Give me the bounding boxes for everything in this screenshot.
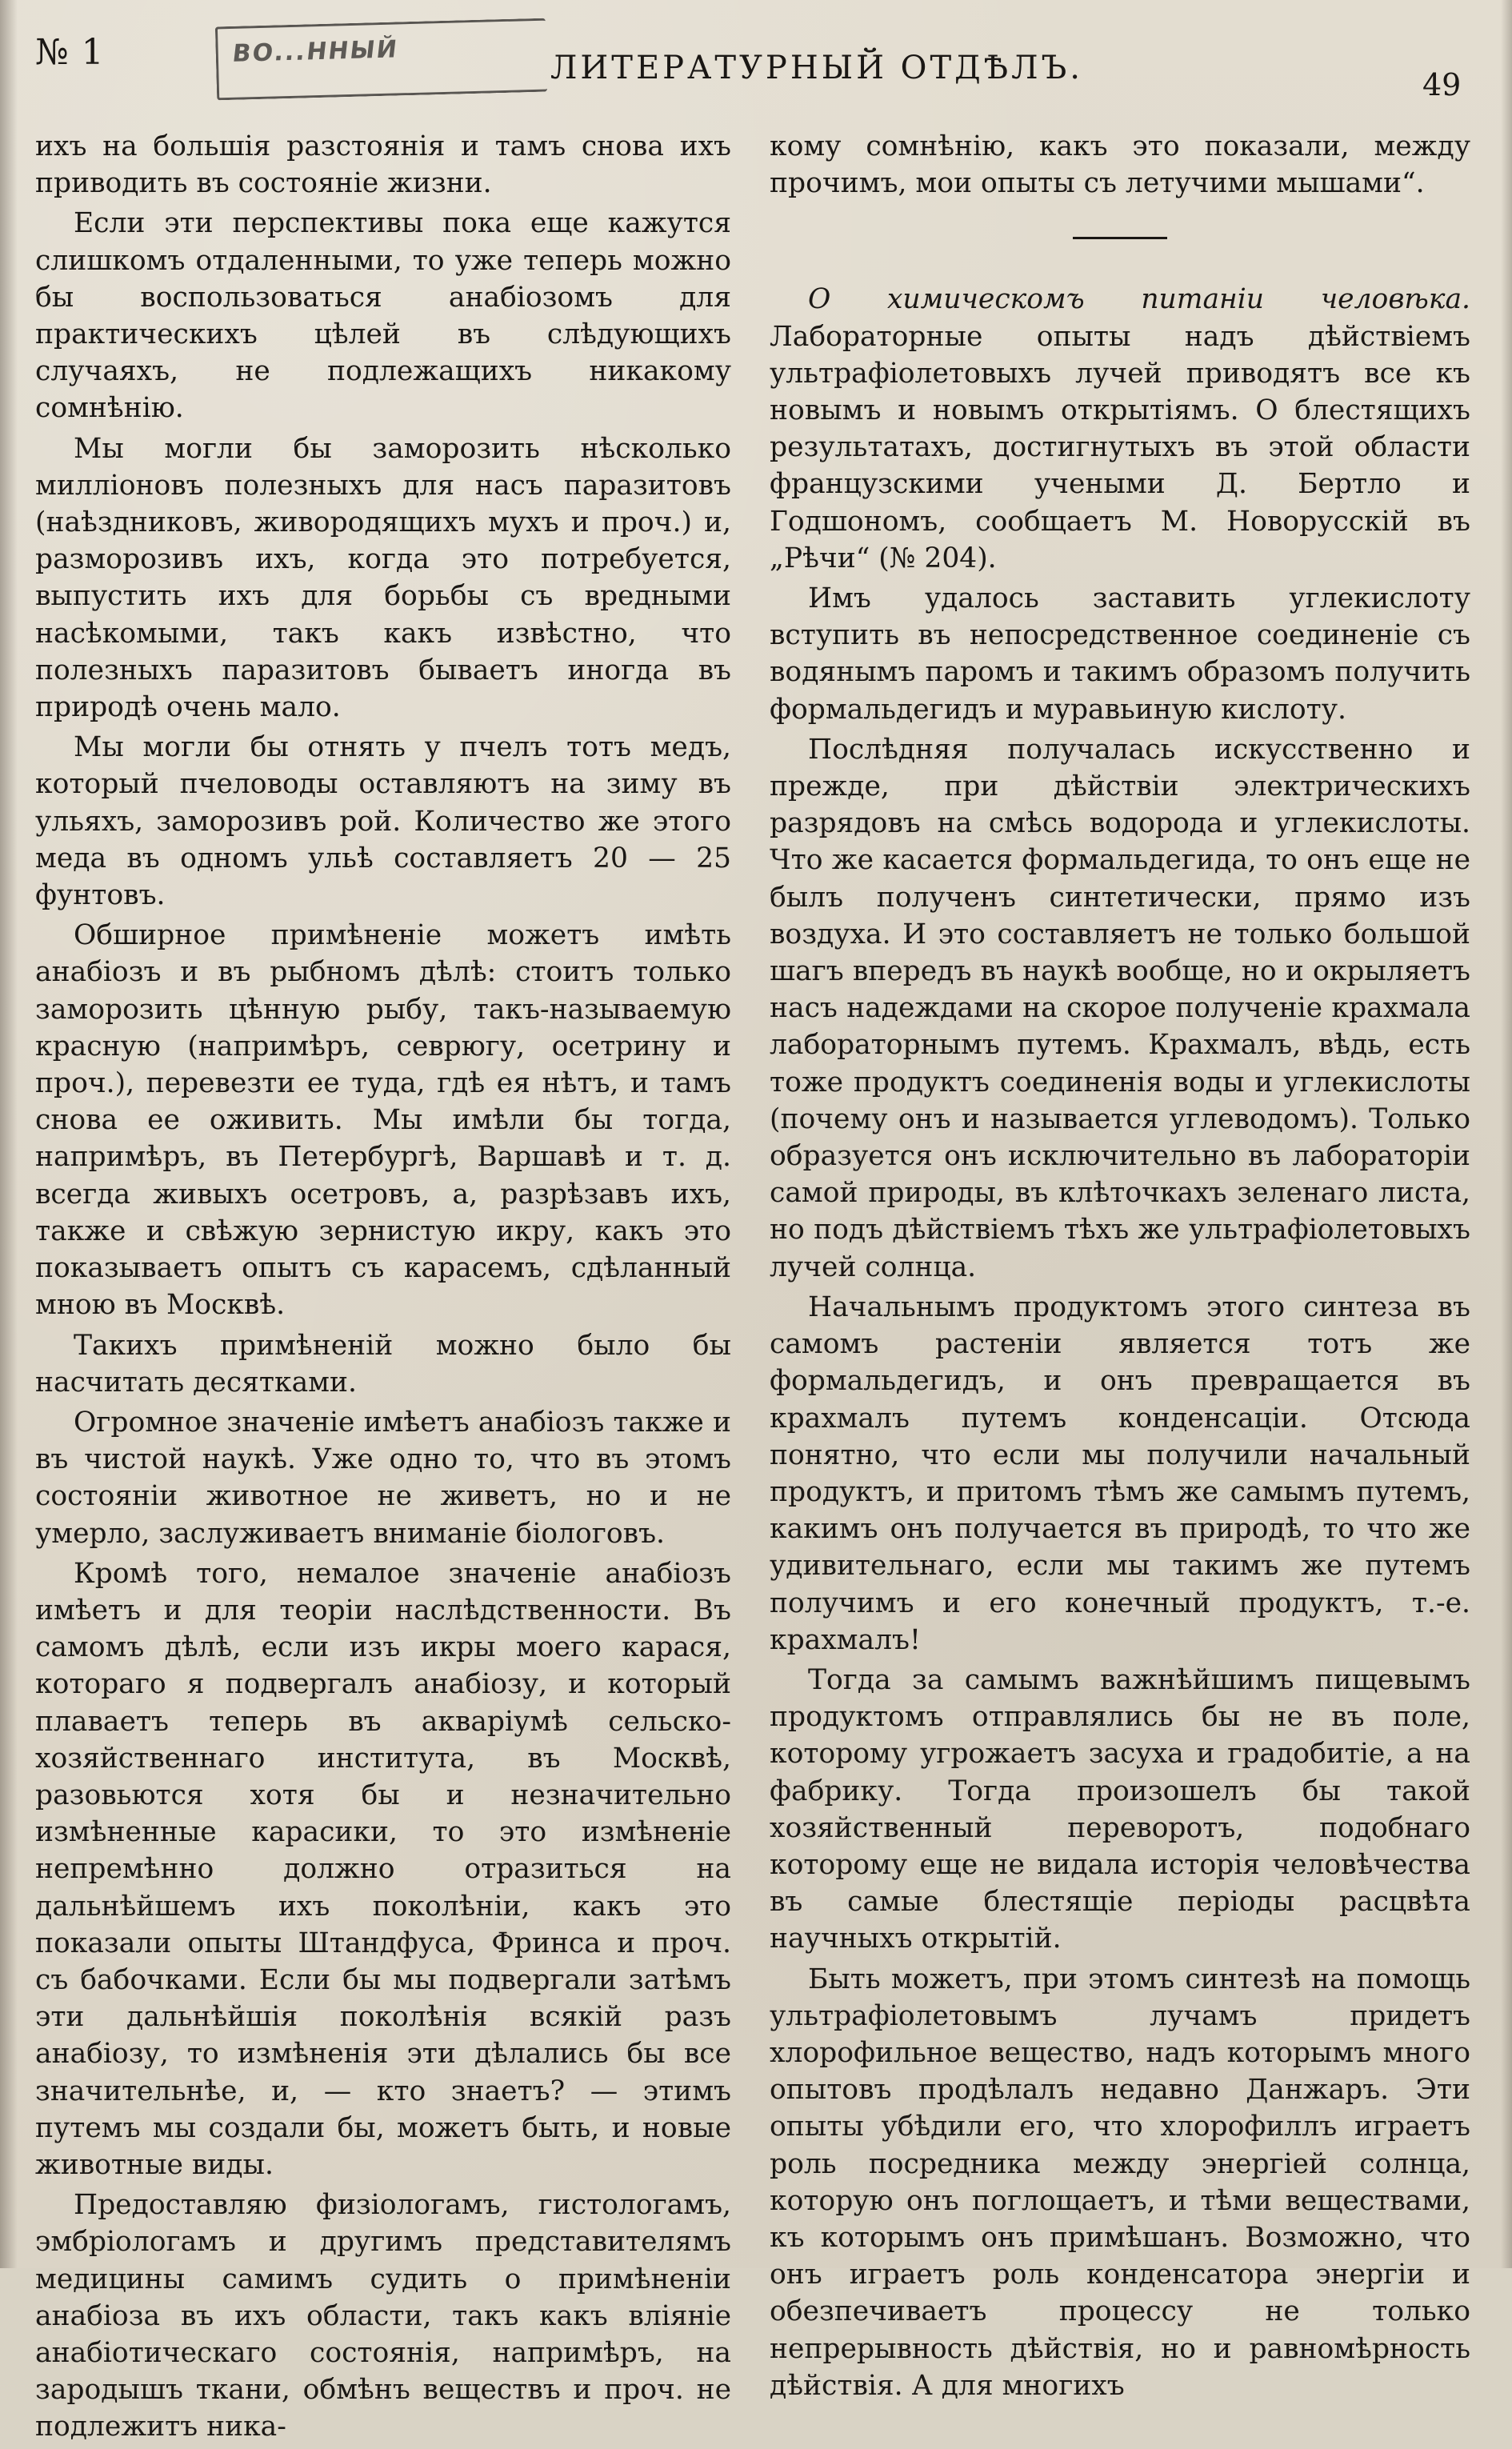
- paragraph-continuation: кому сомнѣнію, какъ это показали, между прочимъ, мои опыты съ летучими мышами“.: [770, 130, 1470, 200]
- paragraph: Имъ удалось заставить углекислоту вступить въ непосредственное соединеніе съ водянымъ паромъ и такимъ образомъ получить формальдегидъ и муравьиную кислоту.: [770, 582, 1470, 726]
- issue-number: № 1: [35, 32, 105, 73]
- paragraph: ихъ на большія разстоянія и тамъ снова ихъ приводить въ состояніе жизни.: [35, 130, 731, 200]
- article-lead-text: Лабораторные опыты надъ дѣйствіемъ ультрафіолетовыхъ лучей приводятъ все къ новымъ и новымъ открытіямъ. О блестящихъ результатахъ, достигнутыхъ въ этой области французскими учеными Д. Бертло и Годшономъ, сообщаетъ М. Новорусскій въ „Рѣчи“ (№ 204).: [770, 320, 1470, 574]
- paragraph: Тогда за самымъ важнѣйшимъ пищевымъ продуктомъ отправлялись бы не въ поле, которому угрожаетъ засуха и градобитіе, а на фабрику. Тогда произошелъ бы такой хозяйственный переворотъ, подобнаго которому еще не видала исторія человѣчества въ самые блестящіе періоды расцвѣта научныхъ открытій.: [770, 1663, 1470, 1955]
- right-column: [770, 128, 1470, 2407]
- paragraph: Мы могли бы отнять у пчелъ тотъ медъ, который пчеловоды оставляютъ на зиму въ ульяхъ, заморозивъ рой. Количество же этого меда въ одномъ ульѣ составляетъ 20 — 25 фунтовъ.: [35, 731, 731, 912]
- page-edge-shadow-right: [1501, 0, 1512, 2268]
- paragraph: Такихъ примѣненій можно было бы насчитать десятками.: [35, 1329, 731, 1399]
- section-divider: [1073, 237, 1167, 239]
- article-lead-paragraph: [770, 281, 1470, 577]
- paragraph: Мы могли бы заморозить нѣсколько милліоновъ полезныхъ для насъ паразитовъ (наѣздниковъ, живородящихъ мухъ и проч.) и, разморозивъ ихъ, когда это потребуется, выпустить ихъ для борьбы съ вредными насѣкомыми, такъ какъ извѣстно, что полезныхъ паразитовъ бываетъ иногда въ природѣ очень мало.: [35, 432, 731, 724]
- library-stamp: [215, 18, 547, 101]
- paragraph: Предоставляю физіологамъ, гистологамъ, эмбріологамъ и другимъ представителямъ медицины самимъ судить о примѣненіи анабіоза въ ихъ области, такъ какъ вліяніе анабіотическаго состоянія, напримѣръ, на зародышъ ткани, обмѣнъ веществъ и проч. не подлежитъ ника-: [35, 2189, 731, 2443]
- paragraph: Обширное примѣненіе можетъ имѣть анабіозъ и въ рыбномъ дѣлѣ: стоитъ только заморозить цѣнную рыбу, такъ-называемую красную (напримѣръ, севрюгу, осетрину и проч.), перевезти ее туда, гдѣ ея нѣтъ, и тамъ снова ее оживить. Мы имѣли бы тогда, напримѣръ, въ Петербургѣ, Варшавѣ и т. д. всегда живыхъ осетровъ, а, разрѣзавъ ихъ, также и свѣжую зернистую икру, какъ это показываетъ опытъ съ карасемъ, сдѣланный мною въ Москвѣ.: [35, 919, 731, 1322]
- page-header: [0, 0, 1512, 120]
- section-title: ЛИТЕРАТУРНЫЙ ОТДѢЛЪ.: [550, 50, 1084, 86]
- article-heading: О химическомъ питаніи человѣка.: [808, 283, 1470, 316]
- page-number: 49: [1422, 67, 1462, 102]
- paragraph: Кромѣ того, немалое значеніе анабіозъ имѣетъ и для теоріи наслѣдственности. Въ самомъ дѣлѣ, если изъ икры моего карася, котораго я подвергалъ анабіозу, и который плаваетъ теперь въ акваріумѣ сельско-хозяйственнаго института, въ Москвѣ, разовьются хотя бы и незначительно измѣненные карасики, то это измѣненіе непремѣнно должно отразиться на дальнѣйшемъ ихъ поколѣніи, какъ это показали опыты Штандфуса, Фринса и проч. съ бабочками. Если бы мы подвергали затѣмъ эти дальнѣйшія поколѣнія всякій разъ анабіозу, то измѣненія эти дѣлались бы все значительнѣе, и, — кто знаетъ? — этимъ путемъ мы создали бы, можетъ быть, и новые животные виды.: [35, 1557, 731, 2181]
- paragraph: Если эти перспективы пока еще кажутся слишкомъ отдаленными, то уже теперь можно бы воспользоваться анабіозомъ для практическихъ цѣлей въ слѣдующихъ случаяхъ, не подлежащихъ никакому сомнѣнію.: [35, 207, 731, 425]
- paragraph: Послѣдняя получалась искусственно и прежде, при дѣйствіи электрическихъ разрядовъ на смѣсь водорода и углекислоты. Что же касается формальдегида, то онъ еще не былъ полученъ синтетически, прямо изъ воздуха. И это составляетъ не только большой шагъ впередъ въ наукѣ вообще, но и окрыляетъ насъ надеждами на скорое полученіе крахмала лабораторнымъ путемъ. Крахмалъ, вѣдь, есть тоже продуктъ соединенія воды и углекислоты (почему онъ и называется углеводомъ). Только образуется онъ исключительно въ лабораторіи самой природы, въ клѣточкахъ зеленаго листа, но подъ дѣйствіемъ тѣхъ же ультрафіолетовыхъ лучей солнца.: [770, 733, 1470, 1283]
- page-edge-shadow-left: [0, 0, 18, 2268]
- paragraph: Огромное значеніе имѣетъ анабіозъ также и въ чистой наукѣ. Уже одно то, что въ этомъ состояніи животное не живетъ, но и не умерло, заслуживаетъ вниманіе біологовъ.: [35, 1406, 731, 1550]
- paragraph: Начальнымъ продуктомъ этого синтеза въ самомъ растеніи является тотъ же формальдегидъ, и онъ превращается въ крахмалъ путемъ конденсаціи. Отсюда понятно, что если мы получили начальный продуктъ, и притомъ тѣмъ же самымъ путемъ, какимъ онъ получается въ природѣ, то что же удивительнаго, если мы такимъ же путемъ получимъ и его конечный продуктъ, т.-е. крахмалъ!: [770, 1291, 1470, 1656]
- paragraph: Быть можетъ, при этомъ синтезѣ на помощь ультрафіолетовымъ лучамъ придетъ хлорофильное вещество, надъ которымъ много опытовъ продѣлалъ недавно Данжаръ. Эти опыты убѣдили его, что хлорофиллъ играетъ роль посредника между энергіей солнца, которую онъ поглощаетъ, и тѣми веществами, къ которымъ онъ примѣшанъ. Возможно, что онъ играетъ роль конденсатора энергіи и обезпечиваетъ процессу не только непрерывность дѣйствія, но и равномѣрность дѣйствія. А для многихъ: [770, 1963, 1470, 2402]
- stamp-text: ВО...ННЫЙ: [230, 35, 400, 68]
- left-column: [35, 128, 731, 2449]
